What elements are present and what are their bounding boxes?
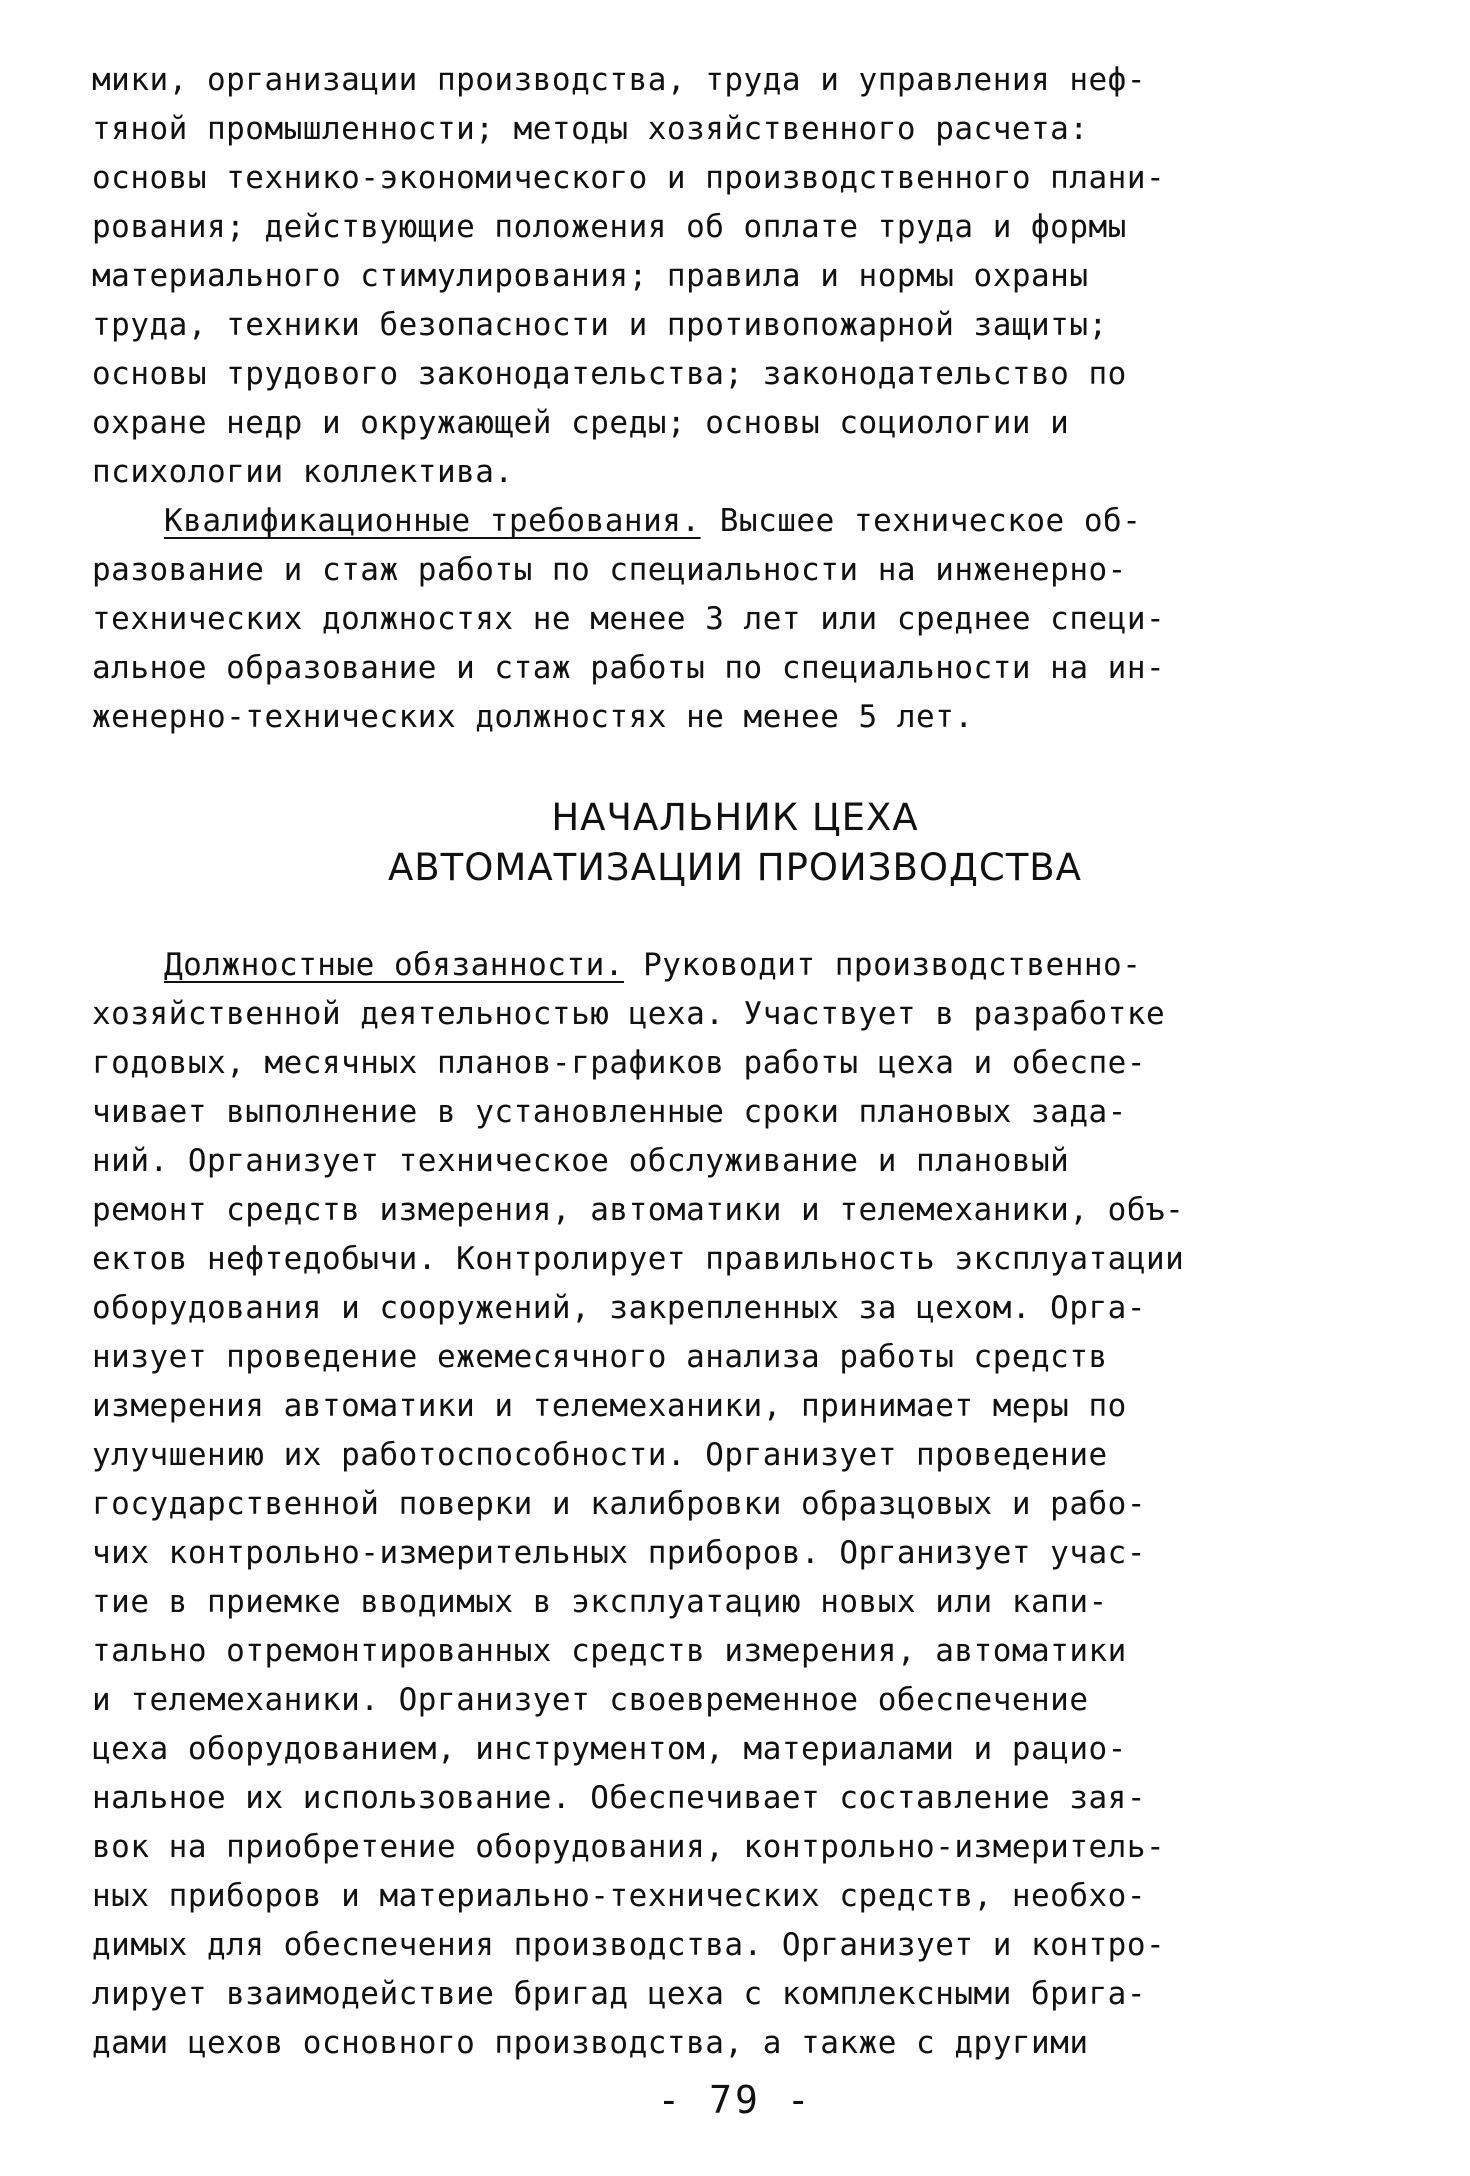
- text-line: альное образование и стаж работы по специальности на ин-: [92, 650, 1166, 686]
- section-heading-line1: НАЧАЛЬНИК ЦЕХА: [551, 796, 919, 839]
- text-line: годовых, месячных планов-графиков работы цеха и обеспе-: [92, 1045, 1146, 1081]
- text-line: мики, организации производства, труда и управления неф-: [92, 62, 1146, 98]
- text-line: материального стимулирования; правила и нормы охраны: [92, 258, 1089, 294]
- duties-paragraph-first-line: [164, 945, 1141, 985]
- text-line: оборудования и сооружений, закрепленных за цехом. Орга-: [92, 1290, 1146, 1326]
- text-line: хозяйственной деятельностью цеха. Участвует в разработке: [92, 996, 1166, 1032]
- text-line: чих контрольно-измерительных приборов. Организует учас-: [92, 1535, 1146, 1571]
- text-line: разование и стаж работы по специальности на инженерно-: [92, 552, 1127, 588]
- text-line: тально отремонтированных средств измерения, автоматики: [92, 1633, 1127, 1669]
- text-line: женерно-технических должностях не менее 5 лет.: [92, 699, 974, 735]
- text-line: и телемеханики. Организует своевременное обеспечение: [92, 1682, 1089, 1718]
- text-line: основы трудового законодательства; законодательство по: [92, 356, 1127, 392]
- text-line: дами цехов основного производства, а также с другими: [92, 2025, 1089, 2061]
- qualification-label: Квалификационные требования.: [164, 503, 701, 539]
- text-segment: Высшее техническое об-: [700, 503, 1142, 539]
- text-line: чивает выполнение в установленные сроки плановых зада-: [92, 1094, 1127, 1130]
- text-segment: Руководит производственно-: [623, 947, 1142, 983]
- section-heading-line2: АВТОМАТИЗАЦИИ ПРОИЗВОДСТВА: [387, 846, 1082, 889]
- text-line: ремонт средств измерения, автоматики и телемеханики, объ-: [92, 1192, 1185, 1228]
- text-line: измерения автоматики и телемеханики, принимает меры по: [92, 1388, 1127, 1424]
- text-line: технических должностях не менее 3 лет или среднее специ-: [92, 601, 1166, 637]
- text-line: государственной поверки и калибровки образцовых и рабо-: [92, 1486, 1146, 1522]
- page-number: - 79 -: [657, 2078, 813, 2122]
- duties-label: Должностные обязанности.: [164, 947, 624, 983]
- text-line: основы технико-экономического и производственного плани-: [92, 160, 1166, 196]
- text-line: рования; действующие положения об оплате труда и формы: [92, 209, 1127, 245]
- text-line: димых для обеспечения производства. Организует и контро-: [92, 1927, 1166, 1963]
- text-line: улучшению их работоспособности. Организует проведение: [92, 1437, 1108, 1473]
- text-line: нальное их использование. Обеспечивает составление зая-: [92, 1780, 1146, 1816]
- text-line: ных приборов и материально-технических средств, необхо-: [92, 1878, 1146, 1914]
- text-line: ний. Организует техническое обслуживание и плановый: [92, 1143, 1070, 1179]
- text-line: охране недр и окружающей среды; основы социологии и: [92, 405, 1070, 441]
- text-line: вок на приобретение оборудования, контрольно-измеритель-: [92, 1829, 1166, 1865]
- text-line: психологии коллектива.: [92, 454, 514, 490]
- qualification-paragraph-first-line: [164, 501, 1141, 541]
- text-line: труда, техники безопасности и противопожарной защиты;: [92, 307, 1108, 343]
- text-line: низует проведение ежемесячного анализа работы средств: [92, 1339, 1108, 1375]
- text-line: лирует взаимодействие бригад цеха с комплексными брига-: [92, 1976, 1146, 2012]
- text-line: тяной промышленности; методы хозяйственного расчета:: [92, 111, 1089, 147]
- text-line: цеха оборудованием, инструментом, материалами и рацио-: [92, 1731, 1127, 1767]
- text-line: ектов нефтедобычи. Контролирует правильность эксплуатации: [92, 1241, 1185, 1277]
- text-line: тие в приемке вводимых в эксплуатацию новых или капи-: [92, 1584, 1108, 1620]
